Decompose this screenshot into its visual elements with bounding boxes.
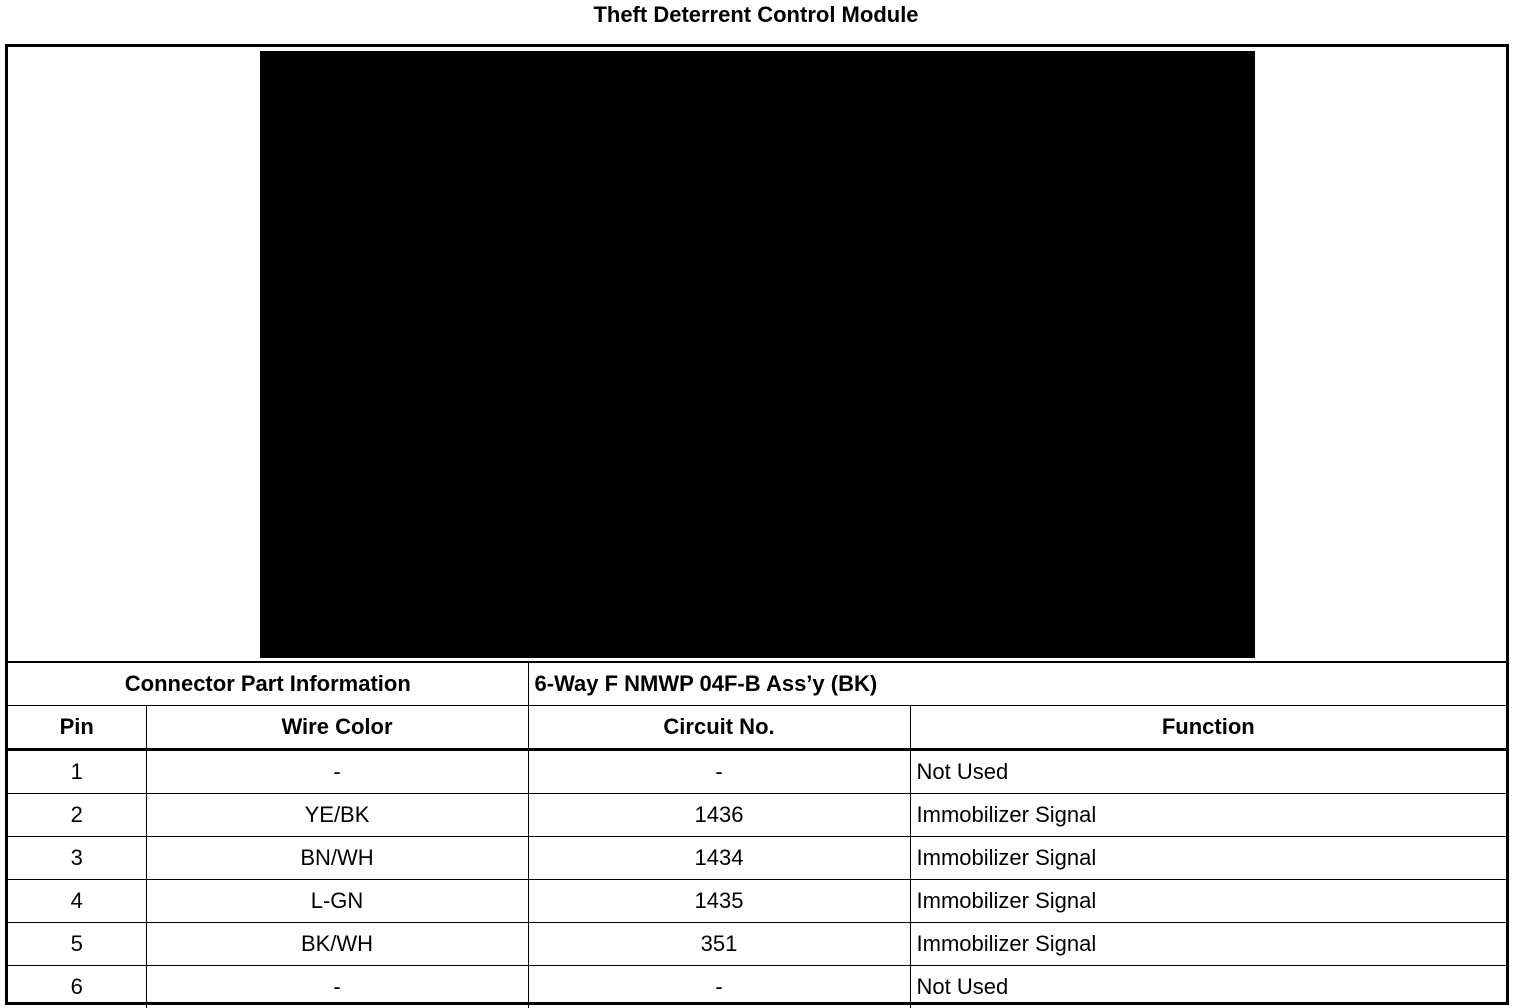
circuit-cell: 1436 [528,794,910,837]
circuit-cell: 351 [528,923,910,966]
wire-color-cell: - [146,966,528,1008]
connector-part-label: Connector Part Information [8,662,528,706]
pin-cell: 2 [8,794,146,837]
wire-color-cell: - [146,750,528,794]
wire-color-cell: YE/BK [146,794,528,837]
pin-cell: 3 [8,837,146,880]
circuit-cell: - [528,966,910,1008]
table-row [8,750,1506,794]
connector-part-value: 6-Way F NMWP 04F-B Ass’y (BK) [528,662,1506,706]
function-cell: Immobilizer Signal [910,923,1506,966]
circuit-cell: - [528,750,910,794]
table-row [8,923,1506,966]
circuit-cell: 1435 [528,880,910,923]
pin-cell: 6 [8,966,146,1008]
connector-image-area [8,47,1506,661]
page-title: Theft Deterrent Control Module [593,2,919,27]
function-cell: Immobilizer Signal [910,837,1506,880]
connector-part-row [8,662,1506,706]
table-row [8,880,1506,923]
function-cell: Not Used [910,966,1506,1008]
function-cell: Immobilizer Signal [910,880,1506,923]
connector-image [260,51,1255,658]
wire-color-cell: BK/WH [146,923,528,966]
table-row [8,794,1506,837]
connector-info-frame [5,44,1509,1005]
circuit-cell: 1434 [528,837,910,880]
pinout-table [8,661,1506,1008]
pin-cell: 1 [8,750,146,794]
function-cell: Not Used [910,750,1506,794]
wire-color-cell: L-GN [146,880,528,923]
wire-color-cell: BN/WH [146,837,528,880]
header-function: Function [910,706,1506,750]
header-circuit-no: Circuit No. [528,706,910,750]
header-wire-color: Wire Color [146,706,528,750]
table-row [8,966,1506,1008]
pin-cell: 5 [8,923,146,966]
pin-cell: 4 [8,880,146,923]
header-pin: Pin [8,706,146,750]
table-row [8,837,1506,880]
function-cell: Immobilizer Signal [910,794,1506,837]
header-row [8,706,1506,750]
